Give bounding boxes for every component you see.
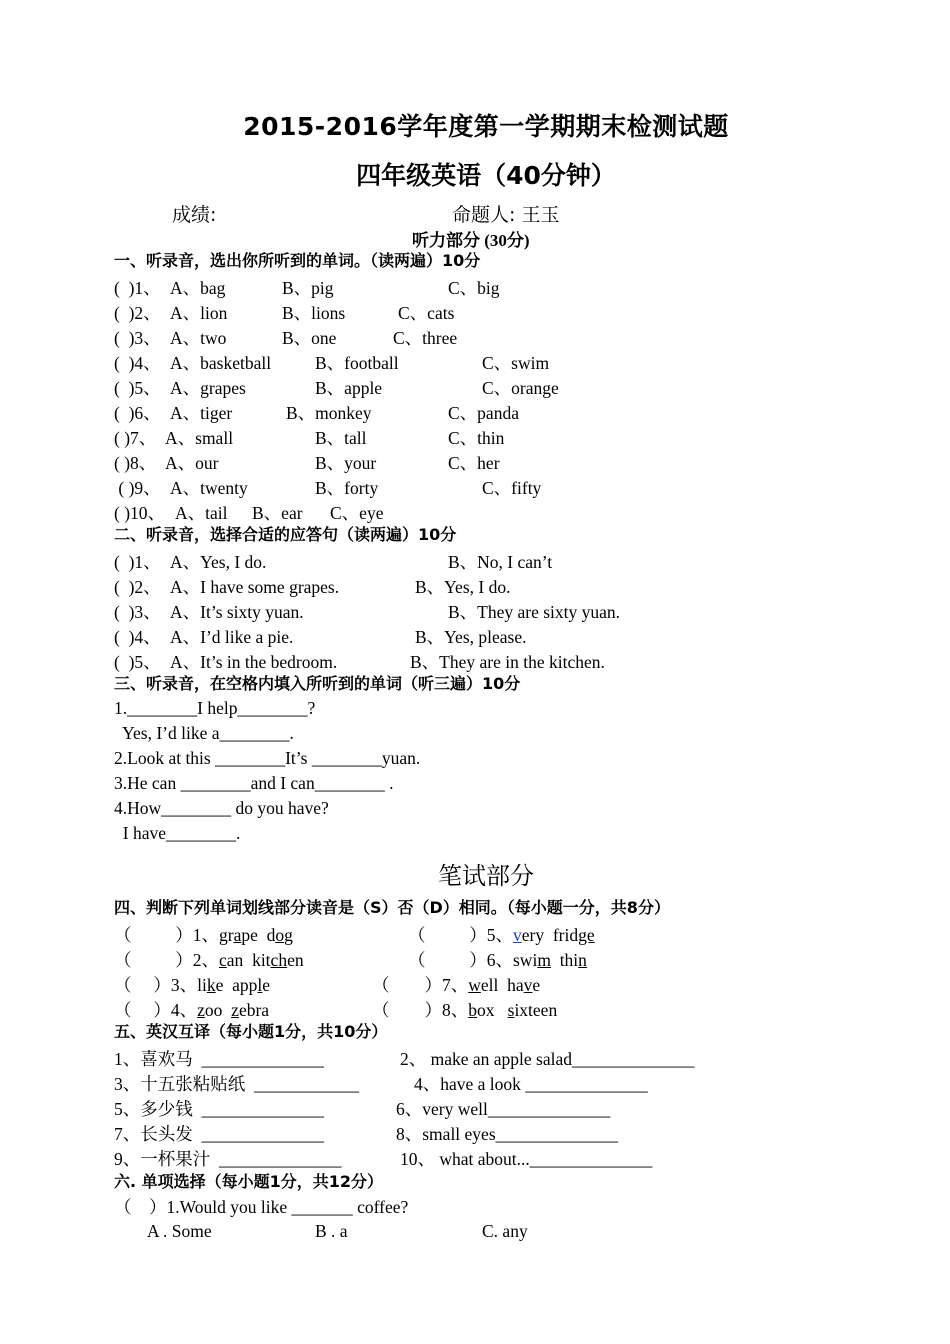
option-c: C、thin [448, 428, 505, 448]
option-c: C、panda [448, 403, 519, 423]
option-a: A、I have some grapes. [170, 577, 340, 597]
phonics-item: （ ）3、like apple [114, 975, 271, 995]
translation-right: 4、have a look ______________ [414, 1074, 648, 1094]
option-b: B、your [315, 453, 377, 473]
phonics-item: （ ）4、zoo zebra [114, 1000, 270, 1020]
option-a: A、basketball [170, 353, 272, 373]
option-c: C、three [393, 328, 458, 348]
option-b: B . a [315, 1221, 348, 1241]
exam-subtitle: 四年级英语（40分钟） [356, 161, 616, 190]
fill-blank-line: Yes, I’d like a________. [114, 723, 294, 743]
section6-heading: 六. 单项选择（每小题1分，共12分） [114, 1172, 384, 1191]
option-c: C、big [448, 278, 500, 298]
question-number: ( )8、 [114, 453, 157, 473]
option-c: C、her [448, 453, 500, 473]
option-b: B、Yes, I do. [415, 577, 511, 597]
translation-left: 9、一杯果汁 ______________ [114, 1149, 342, 1169]
option-c: C、fifty [482, 478, 542, 498]
option-a: A、small [165, 428, 234, 448]
option-a: A、tiger [170, 403, 233, 423]
translation-left: 3、十五张粘贴纸 ____________ [114, 1074, 359, 1094]
question-number: ( )3、 [114, 602, 161, 622]
translation-left: 5、多少钱 ______________ [114, 1099, 324, 1119]
option-b: B、Yes, please. [415, 627, 527, 647]
section2-heading: 二、听录音，选择合适的应答句（读两遍）10分 [114, 525, 457, 544]
option-b: B、They are in the kitchen. [410, 652, 605, 672]
question-number: ( )10、 [114, 503, 166, 523]
option-b: B、monkey [286, 403, 372, 423]
fill-blank-line: 2.Look at this ________It’s ________yuan. [114, 748, 421, 768]
option-c: C、cats [398, 303, 455, 323]
option-a: A、I’d like a pie. [170, 627, 294, 647]
translation-left: 7、长头发 ______________ [114, 1124, 324, 1144]
option-c: C、eye [330, 503, 384, 523]
phonics-item: （ ）6、swim thin [408, 950, 587, 970]
option-a: A、our [165, 453, 219, 473]
option-b: B、one [282, 328, 337, 348]
author-label: 命题人: 王玉 [452, 204, 560, 226]
fill-blank-line: 4.How________ do you have? [114, 798, 329, 818]
option-b: B、No, I can’t [448, 552, 553, 572]
phonics-item: （ ）7、well have [372, 975, 541, 995]
phonics-item: （ ）8、box sixteen [372, 1000, 558, 1020]
option-a: A、two [170, 328, 227, 348]
option-a: A、lion [170, 303, 228, 323]
option-a: A、It’s in the bedroom. [170, 652, 338, 672]
question-number: ( )2、 [114, 303, 161, 323]
question-number: ( )1、 [114, 278, 161, 298]
question-number: ( )7、 [114, 428, 157, 448]
question-number: ( )2、 [114, 577, 161, 597]
question-number: ( )6、 [114, 403, 161, 423]
phonics-item: （ ）2、can kitchen [114, 950, 304, 970]
phonics-item: （ ）1、grape dog [114, 925, 293, 945]
question-number: ( )5、 [114, 652, 161, 672]
option-c: C. any [482, 1221, 528, 1241]
question-1: （ ）1.Would you like _______ coffee? [114, 1197, 409, 1217]
section5-heading: 五、英汉互译（每小题1分，共10分） [114, 1022, 388, 1041]
question-number: ( )5、 [114, 378, 161, 398]
option-a: A、bag [170, 278, 226, 298]
question-number: ( )1、 [114, 552, 161, 572]
option-b: B、tall [315, 428, 367, 448]
option-b: B、forty [315, 478, 379, 498]
section4-heading: 四、判断下列单词划线部分读音是（S）否（D）相同。（每小题一分，共8分） [114, 898, 670, 917]
question-number: ( )9、 [114, 478, 161, 498]
section1-heading: 一、听录音，选出你所听到的单词。（读两遍）10分 [114, 251, 481, 270]
option-a: A、twenty [170, 478, 248, 498]
option-a: A、It’s sixty yuan. [170, 602, 304, 622]
option-b: B、football [315, 353, 399, 373]
translation-right: 2、 make an apple salad______________ [400, 1049, 695, 1069]
option-c: C、orange [482, 378, 559, 398]
option-a: A、grapes [170, 378, 246, 398]
score-label: 成绩: [172, 204, 217, 226]
option-b: B、lions [282, 303, 346, 323]
question-number: ( )3、 [114, 328, 161, 348]
fill-blank-line: 1.________I help________? [114, 698, 316, 718]
exam-title: 2015-2016学年度第一学期期末检测试题 [243, 112, 729, 141]
translation-right: 6、very well______________ [396, 1099, 611, 1119]
listening-part-label: 听力部分 (30分) [412, 231, 530, 250]
fill-blank-line: 3.He can ________and I can________ . [114, 773, 394, 793]
written-part-label: 笔试部分 [438, 862, 534, 890]
fill-blank-line: I have________. [114, 823, 241, 843]
option-a: A、Yes, I do. [170, 552, 267, 572]
option-b: B、apple [315, 378, 383, 398]
question-number: ( )4、 [114, 627, 161, 647]
phonics-item: （ ）5、very fridge [408, 925, 595, 945]
option-a: A、tail [175, 503, 228, 523]
option-b: B、pig [282, 278, 334, 298]
option-a: A . Some [147, 1221, 212, 1241]
translation-right: 10、 what about...______________ [400, 1149, 653, 1169]
section3-heading: 三、听录音，在空格内填入所听到的单词（听三遍）10分 [114, 674, 521, 693]
translation-left: 1、喜欢马 ______________ [114, 1049, 324, 1069]
option-b: B、They are sixty yuan. [448, 602, 621, 622]
question-number: ( )4、 [114, 353, 161, 373]
translation-right: 8、small eyes______________ [396, 1124, 619, 1144]
option-b: B、ear [252, 503, 303, 523]
option-c: C、swim [482, 353, 550, 373]
